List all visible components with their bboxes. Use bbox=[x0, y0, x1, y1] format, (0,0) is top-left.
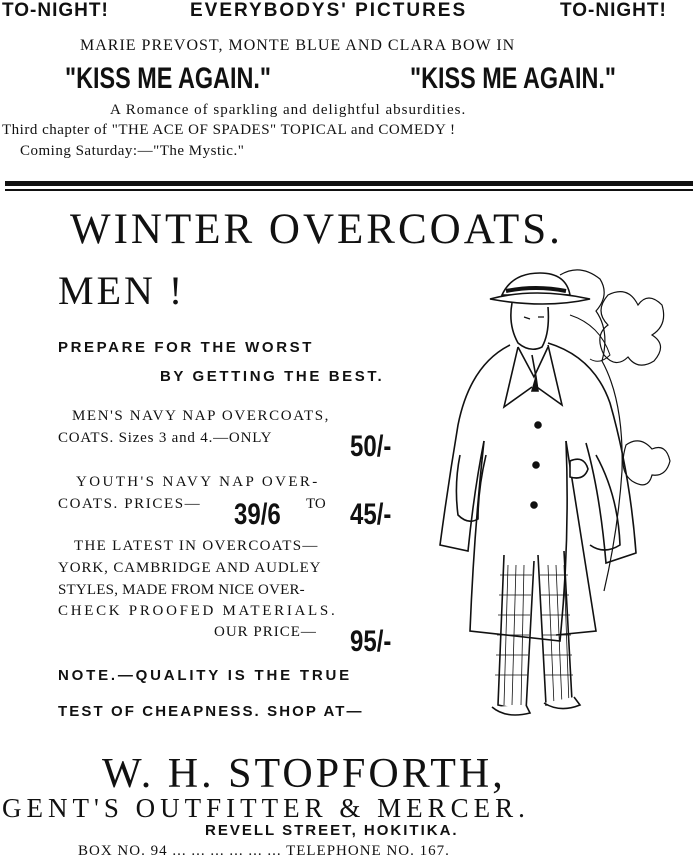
note-line-1: NOTE.—QUALITY IS THE TRUE bbox=[58, 667, 352, 684]
film-title-right: "KISS ME AGAIN." bbox=[410, 62, 616, 95]
our-price-label: OUR PRICE— bbox=[214, 624, 317, 640]
price-youth-high: 45/- bbox=[350, 498, 392, 531]
latest-line-1: THE LATEST IN OVERCOATS— bbox=[74, 538, 319, 554]
third-chapter-line: Third chapter of "THE ACE OF SPADES" TOPICAL and COMEDY ! bbox=[2, 122, 456, 138]
latest-line-3: STYLES, MADE FROM NICE OVER- bbox=[58, 582, 305, 598]
price-navy: 50/- bbox=[350, 430, 392, 463]
tonight-right: TO-NIGHT! bbox=[560, 0, 667, 21]
price-youth-low: 39/6 bbox=[234, 498, 281, 531]
man-in-overcoat-illustration bbox=[420, 255, 695, 730]
cast-line: MARIE PREVOST, MONTE BLUE AND CLARA BOW IN bbox=[80, 37, 516, 54]
divider-thick bbox=[5, 181, 693, 186]
youth-line-1: YOUTH'S NAVY NAP OVER- bbox=[76, 474, 320, 490]
price-to: TO bbox=[306, 496, 326, 512]
price-latest: 95/- bbox=[350, 625, 392, 658]
film-title-left: "KISS ME AGAIN." bbox=[65, 62, 271, 95]
prepare-line-2: BY GETTING THE BEST. bbox=[160, 368, 385, 385]
prepare-line-1: PREPARE FOR THE WORST bbox=[58, 339, 314, 356]
youth-line-2: COATS. PRICES— bbox=[58, 496, 202, 512]
merchant-name: W. H. STOPFORTH, bbox=[102, 751, 506, 797]
divider-thin bbox=[5, 189, 693, 191]
box-telephone-line: BOX NO. 94 ... ... ... ... ... ... TELEPHONE NO. 167. bbox=[78, 843, 450, 859]
cinema-title: EVERYBODYS' PICTURES bbox=[190, 0, 468, 21]
coming-saturday-line: Coming Saturday:—"The Mystic." bbox=[20, 143, 245, 159]
navy-line-2: COATS. Sizes 3 and 4.—ONLY bbox=[58, 430, 273, 446]
overcoat-headline: WINTER OVERCOATS. bbox=[70, 206, 563, 253]
men-heading: MEN ! bbox=[58, 268, 186, 313]
tonight-left: TO-NIGHT! bbox=[2, 0, 109, 21]
latest-line-4: CHECK PROOFED MATERIALS. bbox=[58, 603, 338, 619]
film-tagline: A Romance of sparkling and delightful absurdities. bbox=[110, 102, 467, 118]
merchant-trade: GENT'S OUTFITTER & MERCER. bbox=[2, 793, 530, 823]
latest-line-2: YORK, CAMBRIDGE AND AUDLEY bbox=[58, 560, 322, 576]
note-line-2: TEST OF CHEAPNESS. SHOP AT— bbox=[58, 703, 364, 720]
merchant-street: REVELL STREET, HOKITIKA. bbox=[205, 822, 459, 839]
navy-line-1: MEN'S NAVY NAP OVERCOATS, bbox=[72, 408, 331, 424]
